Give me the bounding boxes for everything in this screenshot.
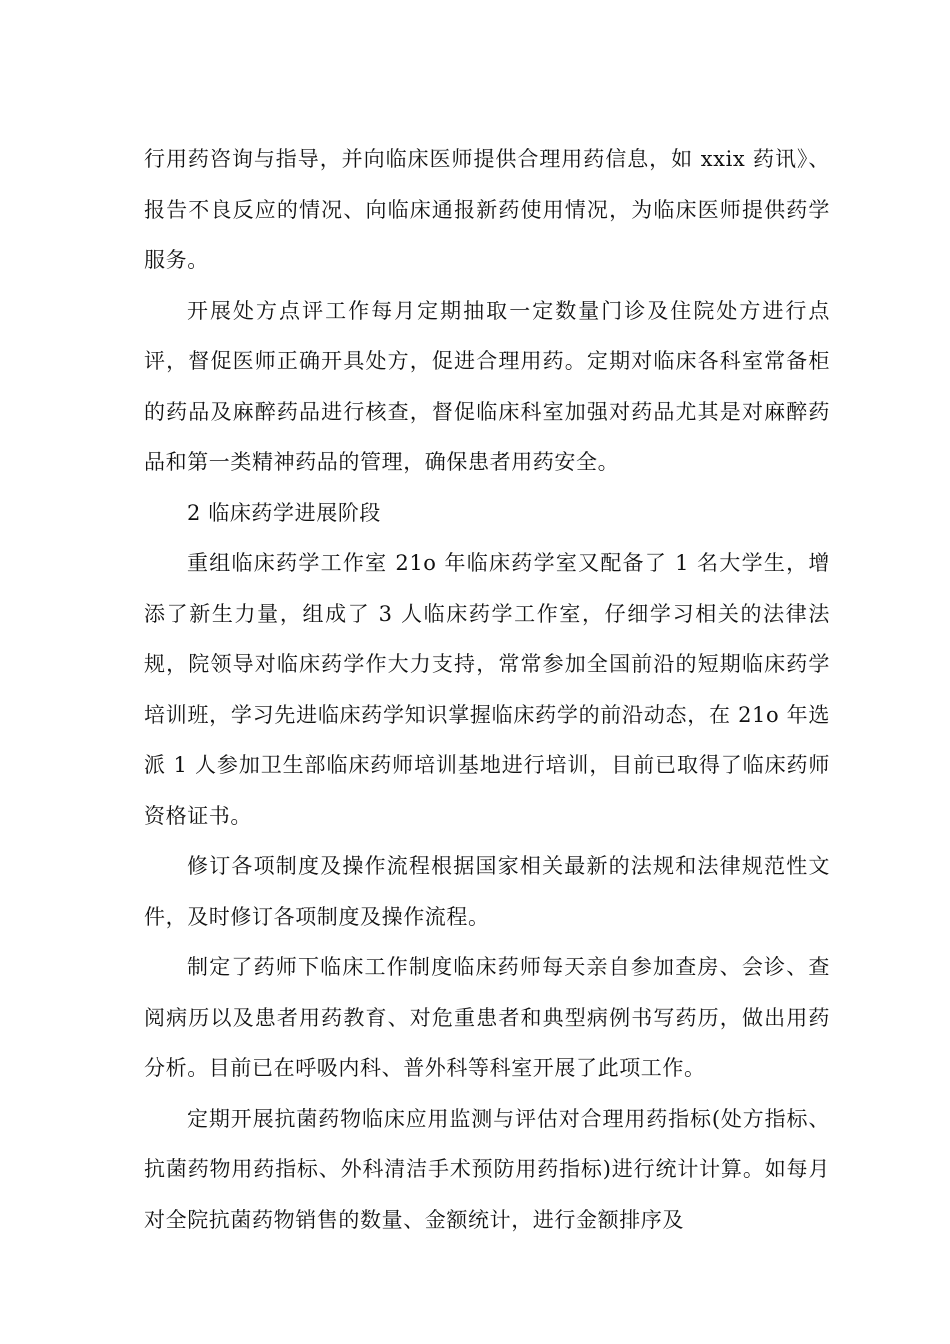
paragraph-ward-work: 制定了药师下临床工作制度临床药师每天亲自参加查房、会诊、查阅病历以及患者用药教育、对危重患者和典型病例书写药历，做出用药分析。目前已在呼吸内科、普外科等科室开展了此项工作。 xyxy=(144,955,830,1080)
paragraph-restructure-office: 重组临床药学工作室 21o 年临床药学室又配备了 1 名大学生，增添了新生力量，组成了 3 人临床药学工作室，仔细学习相关的法律法规，院领导对临床药学作大力支持，常常参加全国前沿的短期临床药学培训班，学习先进临床药学知识掌握临床药学的前沿动态，在 21o 年选派 1 人参加卫生部临床药师培训基地进行培训，目前已取得了临床药师资格证书。 xyxy=(144,551,830,828)
paragraph-continued: 行用药咨询与指导，并向临床医师提供合理用药信息，如 xxix 药讯》、报告不良反应的情况、向临床通报新药使用情况，为临床医师提供药学服务。 xyxy=(144,147,830,272)
document-body xyxy=(144,134,830,1245)
paragraph-prescription-review: 开展处方点评工作每月定期抽取一定数量门诊及住院处方进行点评，督促医师正确开具处方，促进合理用药。定期对临床各科室常备柜的药品及麻醉药品进行核查，督促临床科室加强对药品尤其是对麻醉药品和第一类精神药品的管理，确保患者用药安全。 xyxy=(144,298,830,474)
paragraph-revise-rules: 修订各项制度及操作流程根据国家相关最新的法规和法律规范性文件，及时修订各项制度及操作流程。 xyxy=(144,854,830,929)
section-heading: 2 临床药学进展阶段 xyxy=(187,500,382,525)
paragraph-antibiotic-monitoring: 定期开展抗菌药物临床应用监测与评估对合理用药指标(处方指标、抗菌药物用药指标、外科清洁手术预防用药指标)进行统计计算。如每月对全院抗菌药物销售的数量、金额统计，进行金额排序及 xyxy=(144,1106,830,1232)
